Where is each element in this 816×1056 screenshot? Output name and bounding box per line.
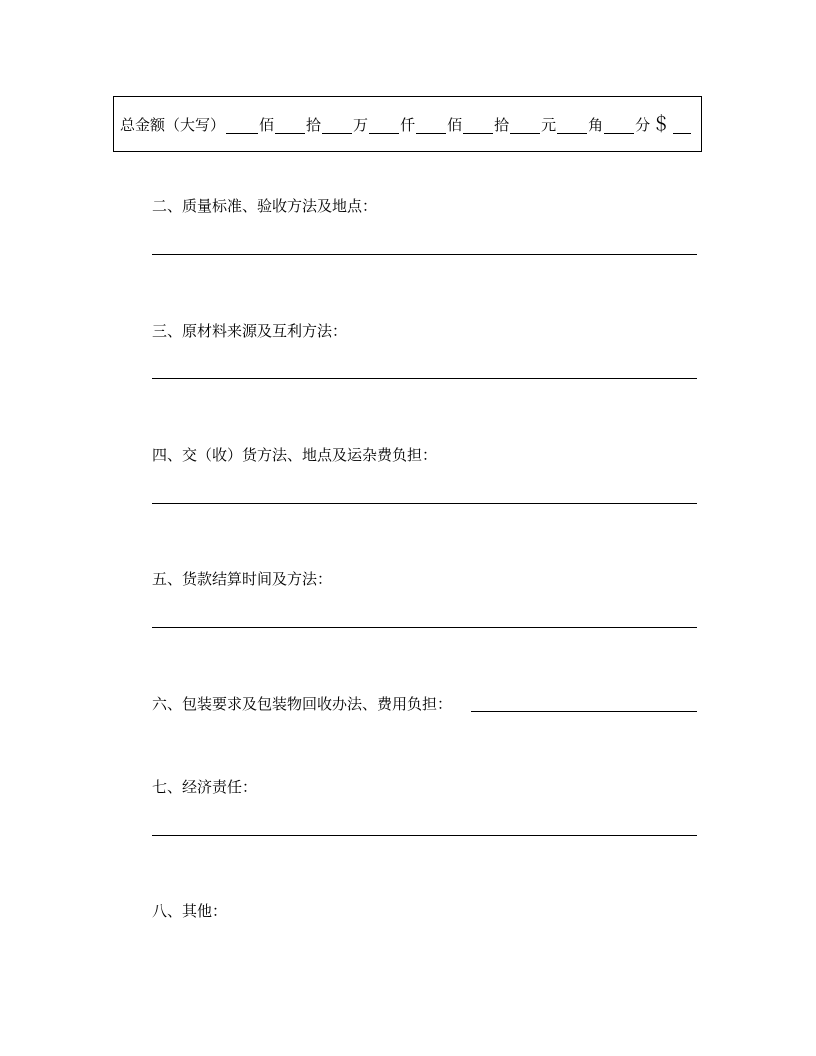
amount-blank[interactable] bbox=[322, 117, 352, 134]
section-packaging-title: 六、包装要求及包装物回收办法、费用负担： bbox=[152, 695, 453, 713]
packaging-fill-line[interactable] bbox=[471, 711, 697, 712]
amount-unit: 拾 bbox=[494, 116, 510, 134]
amount-unit: 角 bbox=[588, 116, 604, 134]
amount-unit: 元 bbox=[541, 116, 557, 134]
liability-fill-line[interactable] bbox=[152, 835, 697, 836]
amount-blank[interactable] bbox=[557, 117, 587, 134]
amount-blank[interactable] bbox=[369, 117, 399, 134]
amount-unit: 万 bbox=[353, 116, 369, 134]
amount-blank[interactable] bbox=[673, 117, 691, 134]
amount-unit: 仟 bbox=[400, 116, 416, 134]
amount-unit: 佰 bbox=[259, 116, 275, 134]
amount-label: 总金额（大写） bbox=[120, 116, 226, 134]
amount-blank[interactable] bbox=[275, 117, 305, 134]
section-materials-title: 三、原材料来源及互利方法： bbox=[152, 322, 348, 340]
amount-box bbox=[113, 96, 702, 152]
materials-fill-line[interactable] bbox=[152, 378, 697, 379]
amount-blank[interactable] bbox=[463, 117, 493, 134]
quality-fill-line[interactable] bbox=[152, 254, 697, 255]
amount-row bbox=[120, 116, 692, 134]
section-other-title: 八、其他： bbox=[152, 902, 228, 920]
amount-unit: 分 bbox=[635, 116, 651, 134]
amount-blank[interactable] bbox=[510, 117, 540, 134]
amount-blank[interactable] bbox=[416, 117, 446, 134]
amount-blank[interactable] bbox=[226, 117, 258, 134]
amount-blank[interactable] bbox=[604, 117, 634, 134]
amount-unit: 佰 bbox=[447, 116, 463, 134]
section-payment-title: 五、货款结算时间及方法： bbox=[152, 570, 333, 588]
section-quality-title: 二、质量标准、验收方法及地点： bbox=[152, 197, 378, 215]
section-liability-title: 七、经济责任： bbox=[152, 778, 258, 796]
delivery-fill-line[interactable] bbox=[152, 503, 697, 504]
section-delivery-title: 四、交（收）货方法、地点及运杂费负担： bbox=[152, 446, 438, 464]
amount-unit: 拾 bbox=[306, 116, 322, 134]
payment-fill-line[interactable] bbox=[152, 627, 697, 628]
currency-symbol: ＄ bbox=[652, 114, 671, 135]
